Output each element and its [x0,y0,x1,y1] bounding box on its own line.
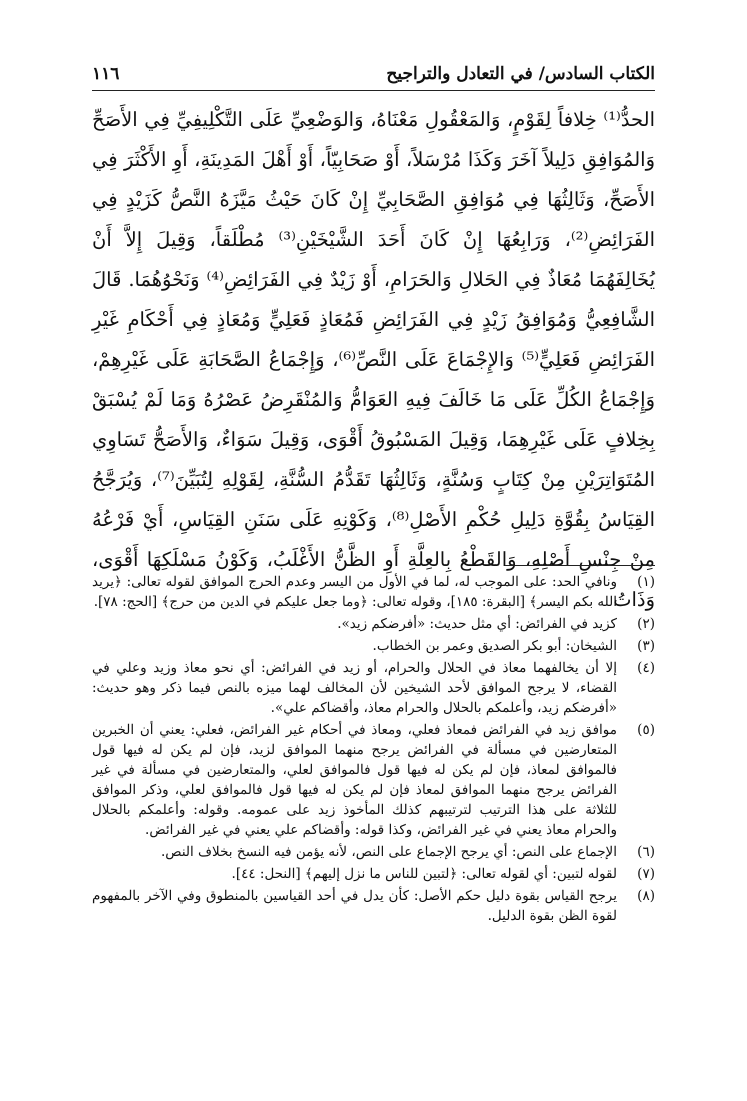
footnote-number: (٤) [637,660,655,676]
footnote-text: إلا أن يخالفهما معاذ في الحلال والحرام، أو زيد في الفرائض: أي نحو معاذ وزيد وعلي في القضاء، لا يرجح الموافق لأحد الشيخين لأن المخالف لهما ميزه بالنص فيما ذكر وهو حديث: «أفرضكم زيد، وأعلمكم بالحلال والحرام معاذ، وأقضاكم علي». [92,660,617,716]
page-title: الكتاب السادس/ في التعادل والتراجيح [386,64,655,84]
footnote-text: موافق زيد في الفرائض فمعاذ فعلي، ومعاذ في أحكام غير الفرائض، فعلي: يعني أن الخبرين المتعارضين في مسألة في الفرائض يرجح منهما الموافق لزيد، فإن لم يكن له فيها قول فالموافق لمعاذ، فإن لم يكن له فيها قول فالموافق لعلي، والمتعارضين في مسألة في غير الفرائض يرجح منهما الموافق لمعاذ فإن لم يكن له فيها قول فالموافق لعلي، وذكر الموافق للثلاثة على هذا الترتيب لترتيبهم كذلك المأخوذ زيد على عمومه. وقوله: وأعلمكم بالحلال والحرام معاذ يعني في غير الفرائض، وكذا قوله: وأقضاكم علي يعني في غير الفرائض. [92,722,617,838]
footnote-text: كزيد في الفرائض: أي مثل حديث: «أفرضكم زيد». [337,616,617,632]
footnote-separator [505,565,655,566]
main-text [92,100,655,620]
footnote-number: (٢) [637,616,655,632]
footnote-6 [92,842,655,862]
footnote-2 [92,614,655,634]
page-number: ١١٦ [92,64,120,84]
footnote-text: الإجماع على النص: أي يرجح الإجماع على النص، لأنه يؤمن فيه النسخ بخلاف النص. [160,844,617,860]
header-divider [92,90,655,91]
footnotes [92,572,655,928]
footnote-text: لقوله لتبين: أي لقوله تعالى: ﴿لتبين للناس ما نزل إليهم﴾ [النحل: ٤٤]. [231,866,617,882]
footnote-number: (١) [637,574,655,590]
page-header [92,58,655,84]
footnote-1 [92,572,655,612]
footnote-text: يرجح القياس بقوة دليل حكم الأصل: كأن يدل في أحد القياسين بالمنطوق وفي الآخر بالمفهوم لقوة الظن بقوة الدليل. [92,888,617,924]
main-paragraph: الحدُّ⁽¹⁾ خِلافاً لِقَوْمٍ، وَالمَعْقُولِ مَعْنَاهُ، وَالوَضْعِيِّ عَلَى التَّكْلِيفِيِّ فِي الأَصَحِّ وَالمُوَافِقِ دَلِيلاً آخَرَ وَكَذَا مُرْسَلاً، أَوْ صَحَابِيّاً، أَوْ أَهْلَ المَدِينَةِ، أَوِ الأَكْثَرَ فِي الأَصَحِّ، وَثَالِثُهَا فِي مُوَافِقِ الصَّحَابِيِّ إِنْ كَانَ حَيْثُ مَيَّزَهُ النَّصُّ كَزَيْدٍ فِي الفَرَائِضِ⁽²⁾، وَرَابِعُهَا إِنْ كَانَ أَحَدَ الشَّيْخَيْنِ⁽³⁾ مُطْلَقاً، وَقِيلَ إِلاَّ أَنْ يُخَالِفَهُمَا مُعَاذٌ فِي الحَلالِ وَالحَرَامِ، أَوْ زَيْدٌ فِي الفَرَائِضِ⁽⁴⁾ وَنَحْوُهُمَا. قَالَ الشَّافِعِيُّ وَمُوَافِقُ زَيْدٍ فِي الفَرَائِضِ فَمُعَاذٍ فَعَلِيٍّ وَمُعَاذٍ فِي أَحْكَامِ غَيْرِ الفَرَائِضِ فَعَلِيٍّ⁽⁵⁾ وَالإِجْمَاعَ عَلَى النَّصِّ⁽⁶⁾، وَإِجْمَاعُ الصَّحَابَةِ عَلَى غَيْرِهِمْ، وَإِجْمَاعُ الكُلِّ عَلَى مَا خَالَفَ فِيهِ العَوَامُّ وَالمُنْقَرِضُ عَصْرُهُ وَمَا لَمْ يُسْبَقْ بِخِلافٍ عَلَى غَيْرِهِمَا، وَقِيلَ المَسْبُوقُ أَقْوَى، وَقِيلَ سَوَاءٌ، وَالأَصَحُّ تَسَاوِي المُتَوَاتِرَيْنِ مِنْ كِتَابٍ وَسُنَّةٍ، وَثَالِثُهَا تَقَدُّمُ السُّنَّةِ، لِقَوْلِهِ لِتُبَيِّنَ⁽⁷⁾، وَيُرَجَّحُ القِيَاسُ بِقُوَّةِ دَلِيلِ حُكْمِ الأَصْلِ⁽⁸⁾، وَكَوْنِهِ عَلَى سَنَنِ القِيَاسِ، أَيْ فَرْعُهُ مِنْ جِنْسِ أَصْلِهِ، وَالقَطْعُ بِالعِلَّةِ أَوِ الظَّنُّ الأَغْلَبُ، وَكَوْنُ مَسْلَكِهَا أَقْوَى، وَذَاتُ [92,108,656,611]
footnote-text: الشيخان: أبو بكر الصديق وعمر بن الخطاب. [372,638,617,654]
footnote-5 [92,720,655,840]
footnote-8 [92,886,655,926]
footnote-7 [92,864,655,884]
footnote-number: (٧) [637,866,655,882]
footnote-text: ونافي الحد: على الموجب له، لما في الأول من اليسر وعدم الحرج الموافق لقوله تعالى: ﴿يريد الله بكم اليسر﴾ [البقرة: ١٨٥]، وقوله تعالى: ﴿وما جعل عليكم في الدين من حرج﴾ [الحج: ٧٨]. [92,574,617,610]
footnote-number: (٥) [637,722,655,738]
footnote-3 [92,636,655,656]
footnote-number: (٣) [637,638,655,654]
footnote-4 [92,658,655,718]
footnote-number: (٦) [637,844,655,860]
footnote-number: (٨) [637,888,655,904]
